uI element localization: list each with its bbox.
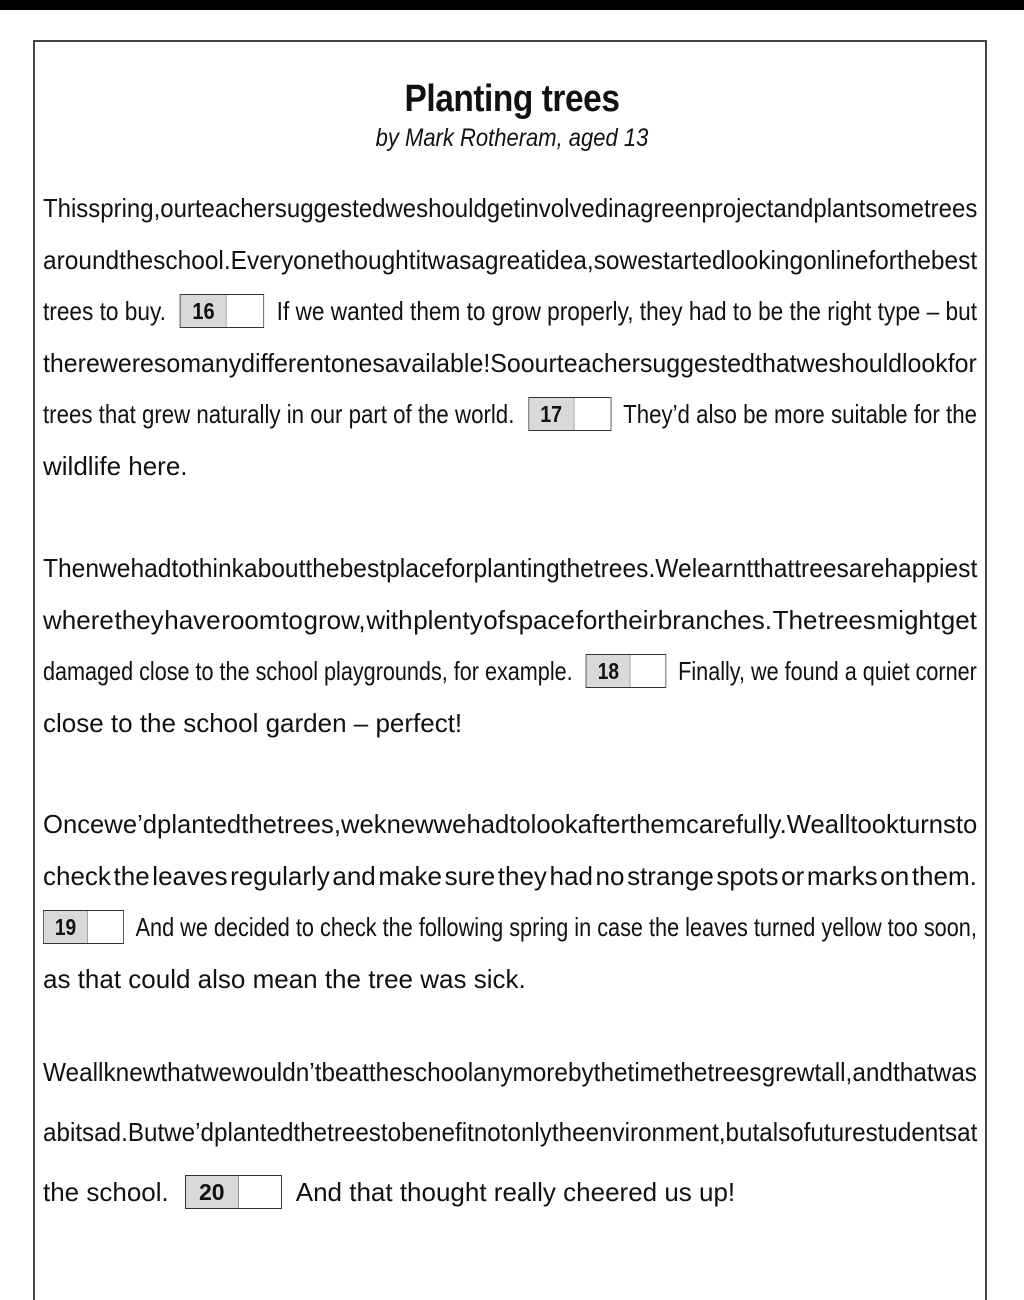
word: trees <box>707 1057 762 1087</box>
word: where <box>43 604 114 635</box>
text-line <box>43 1046 977 1098</box>
gap-number: 17 <box>529 398 574 430</box>
word: environment, <box>585 1117 726 1147</box>
word: Everyone <box>230 244 334 275</box>
gap-number: 16 <box>181 295 227 327</box>
gap-number: 20 <box>186 1176 239 1208</box>
text-line <box>43 1106 977 1158</box>
word: Once <box>43 809 105 839</box>
gap-answer-field[interactable] <box>227 295 264 327</box>
word: idea, <box>540 244 594 275</box>
text-line <box>43 182 977 234</box>
word: online <box>803 244 869 275</box>
gap-answer-field[interactable] <box>88 911 123 943</box>
word: their <box>606 604 658 635</box>
word: check <box>43 860 111 891</box>
word: teacher <box>194 193 275 223</box>
article-title: Planting trees <box>404 78 620 120</box>
word: trees <box>794 553 849 583</box>
word: best <box>339 553 387 583</box>
text-segment: And we decided to check the following spring in case the leaves turned yellow too soon, <box>135 912 977 942</box>
text-line <box>43 850 977 902</box>
word: for <box>868 244 897 275</box>
word: So <box>490 347 521 378</box>
word: ones <box>330 347 385 378</box>
word: started <box>650 244 726 275</box>
answer-gap-box[interactable] <box>528 397 611 431</box>
gap-number: 18 <box>587 655 631 687</box>
word: We <box>655 553 692 583</box>
word: The <box>772 604 818 635</box>
word: for <box>444 553 474 583</box>
text-line <box>43 798 977 850</box>
word: the <box>293 1117 328 1147</box>
word: and <box>852 1057 893 1087</box>
word: bit <box>56 1117 83 1147</box>
word: was <box>427 244 472 275</box>
answer-gap-box[interactable] <box>586 654 667 688</box>
word: many <box>180 347 242 378</box>
word: planted <box>157 809 242 839</box>
text-segment: wildlife here. <box>43 450 188 481</box>
word: might <box>876 604 941 635</box>
word: But <box>127 1117 165 1147</box>
word: turns <box>898 809 956 839</box>
word: think <box>191 553 244 583</box>
article-byline: by Mark Rotheram, aged 13 <box>375 124 649 152</box>
word: be <box>321 1057 349 1087</box>
text-line <box>43 234 977 286</box>
word: grow, <box>303 604 366 635</box>
word: in <box>608 193 627 223</box>
word: they <box>497 860 547 891</box>
word: looking <box>725 244 804 275</box>
word: different <box>241 347 331 378</box>
word: We <box>786 809 825 839</box>
word: planted <box>213 1117 294 1147</box>
text-segment: If we wanted them to grow properly, they had to be the right type – but <box>276 296 977 326</box>
word: them. <box>911 860 977 891</box>
word: and <box>773 193 814 223</box>
word: not <box>473 1117 508 1147</box>
word: plenty <box>413 604 483 635</box>
word: marks <box>806 860 878 891</box>
word: should <box>828 347 902 378</box>
gap-answer-field[interactable] <box>239 1176 281 1208</box>
word: sure <box>444 860 496 891</box>
word: that <box>755 347 797 378</box>
word: thought <box>333 244 416 275</box>
word: we <box>433 809 467 839</box>
word: there <box>43 347 100 378</box>
word: only <box>507 1117 552 1147</box>
word: benefit <box>401 1117 474 1147</box>
word: sad. <box>82 1117 128 1147</box>
word: suggested <box>639 347 756 378</box>
word: had <box>466 809 510 839</box>
word: wouldn’t <box>232 1057 322 1087</box>
word: to <box>955 809 978 839</box>
text-segment: Finally, we found a quiet corner <box>678 656 977 686</box>
word: school. <box>153 244 231 275</box>
word: with <box>366 604 413 635</box>
answer-gap-box[interactable] <box>180 294 264 328</box>
word: that <box>753 553 795 583</box>
word: knew <box>103 1057 161 1087</box>
word: no <box>595 860 625 891</box>
text-line <box>43 542 977 594</box>
text-segment: trees to buy. <box>43 296 166 326</box>
word: we <box>796 347 829 378</box>
word: that <box>160 1057 201 1087</box>
text-segment: And that thought really cheered us up! <box>295 1177 736 1207</box>
word: This <box>43 193 89 223</box>
word: to <box>380 1117 402 1147</box>
word: the <box>593 1057 628 1087</box>
word: so <box>593 244 620 275</box>
word: knew <box>373 809 434 839</box>
word: so <box>153 347 181 378</box>
word: the <box>368 1057 403 1087</box>
word: project <box>701 193 774 223</box>
word: were <box>99 347 154 378</box>
word: trees. <box>593 553 656 583</box>
text-line <box>43 440 977 492</box>
text-segment: damaged close to the school playgrounds, for example. <box>43 656 573 686</box>
word: learnt <box>691 553 754 583</box>
word: for <box>947 347 977 378</box>
gap-answer-field[interactable] <box>574 398 610 430</box>
word: we’d <box>164 1117 214 1147</box>
word: we <box>340 809 374 839</box>
text-segment: trees that grew naturally in our part of the world. <box>43 399 515 429</box>
word: carefully. <box>686 809 787 839</box>
word: the <box>241 809 277 839</box>
word: best <box>930 244 978 275</box>
word: after <box>577 809 629 839</box>
word: to <box>171 553 192 583</box>
word: have <box>164 604 221 635</box>
word: make <box>378 860 442 891</box>
text-line <box>43 901 977 953</box>
text-line <box>43 645 977 697</box>
text-segment: as that could also mean the tree was sick. <box>43 963 526 994</box>
top-edge-bar <box>0 0 1024 10</box>
word: green <box>640 193 702 223</box>
word: had <box>549 860 593 891</box>
word: for <box>575 604 606 635</box>
text-segment: close to the school garden – perfect! <box>43 707 463 738</box>
word: the <box>551 1117 586 1147</box>
word: all <box>79 1057 104 1087</box>
answer-gap-box[interactable] <box>185 1175 282 1209</box>
word: look <box>530 809 578 839</box>
word: trees <box>818 604 876 635</box>
word: the <box>305 553 340 583</box>
word: also <box>759 1117 804 1147</box>
word: great <box>484 244 541 275</box>
word: grew <box>761 1057 815 1087</box>
word: the <box>113 860 150 891</box>
word: and <box>332 860 376 891</box>
word: at <box>348 1057 369 1087</box>
word: We <box>43 1057 80 1087</box>
word: to <box>509 809 531 839</box>
word: the <box>673 1057 708 1087</box>
word: should <box>416 193 487 223</box>
word: to <box>281 604 303 635</box>
word: students <box>865 1117 958 1147</box>
text-line <box>43 285 977 337</box>
word: spring, <box>88 193 161 223</box>
word: at <box>957 1117 978 1147</box>
word: they <box>114 604 164 635</box>
word: had <box>130 553 172 583</box>
word: get <box>940 604 977 635</box>
word: we <box>200 1057 233 1087</box>
word: a <box>471 244 485 275</box>
word: are <box>848 553 885 583</box>
word: we’d <box>104 809 158 839</box>
word: the <box>559 553 594 583</box>
word: involved <box>520 193 609 223</box>
word: trees, <box>276 809 341 839</box>
word: time <box>627 1057 674 1087</box>
gap-number: 19 <box>44 911 88 943</box>
word: leaves <box>152 860 228 891</box>
word: was <box>933 1057 977 1087</box>
word: tall, <box>814 1057 853 1087</box>
word: trees <box>924 193 978 223</box>
word: the <box>119 244 154 275</box>
word: about <box>243 553 306 583</box>
text-line <box>43 697 977 749</box>
word: the <box>896 244 931 275</box>
word: it <box>415 244 428 275</box>
word: room <box>221 604 281 635</box>
word: some <box>865 193 925 223</box>
text-segment: the school. <box>43 1177 169 1207</box>
word: of <box>483 604 505 635</box>
word: trees <box>327 1117 381 1147</box>
word: but <box>725 1117 760 1147</box>
word: space <box>505 604 575 635</box>
word: that <box>892 1057 934 1087</box>
word: spots <box>716 860 779 891</box>
text-segment: They’d also be more suitable for the <box>623 399 977 429</box>
word: we <box>385 193 417 223</box>
word: available! <box>384 347 491 378</box>
word: teacher <box>556 347 640 378</box>
word: all <box>824 809 851 839</box>
word: planting <box>473 553 560 583</box>
text-line <box>43 953 977 1005</box>
word: suggested <box>274 193 386 223</box>
word: we <box>619 244 651 275</box>
word: plant <box>813 193 866 223</box>
word: regularly <box>230 860 330 891</box>
text-line <box>43 388 977 440</box>
word: a <box>43 1117 57 1147</box>
word: school <box>402 1057 474 1087</box>
text-line <box>43 337 977 389</box>
word: happiest <box>884 553 978 583</box>
word: around <box>43 244 120 275</box>
word: took <box>850 809 899 839</box>
word: by <box>567 1057 594 1087</box>
word: anymore <box>473 1057 568 1087</box>
word: place <box>386 553 445 583</box>
word: strange <box>627 860 714 891</box>
word: get <box>486 193 521 223</box>
word: Then <box>43 553 100 583</box>
word: them <box>628 809 687 839</box>
word: look <box>901 347 948 378</box>
word: or <box>781 860 805 891</box>
word: our <box>160 193 195 223</box>
answer-gap-box[interactable] <box>43 910 124 944</box>
gap-answer-field[interactable] <box>631 655 666 687</box>
text-line <box>43 594 977 646</box>
word: on <box>880 860 910 891</box>
text-line <box>43 1166 977 1218</box>
word: we <box>99 553 131 583</box>
word: future <box>803 1117 866 1147</box>
word: branches. <box>657 604 772 635</box>
word: our <box>520 347 557 378</box>
word: a <box>626 193 641 223</box>
